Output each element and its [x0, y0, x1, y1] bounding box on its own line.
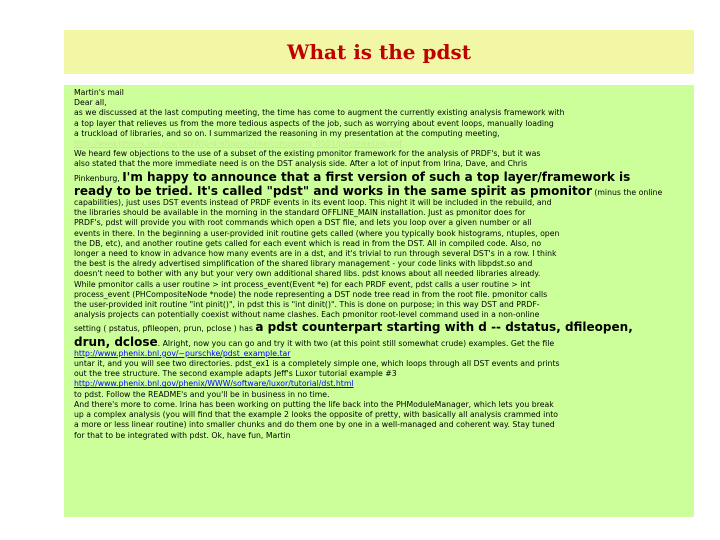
body-line [74, 335, 690, 349]
body-line: also stated that the more immediate need is on the DST analysis side. After a lot of input from Irina, Dave, and Chris [74, 159, 528, 169]
slide-title: What is the pdst [287, 40, 471, 64]
hyperlink[interactable]: http://www.phenix.bnl.gov/~purschke/pdst_example.tar [74, 348, 291, 358]
body-line: events in there. In the beginning a user-provided init routine gets called (where you typically book histograms, ntuples, open [74, 228, 560, 238]
body-line: capabilities), just uses DST events instead of PRDF events in its event loop. This night it will be included in the rebuild, and [74, 198, 552, 208]
link-line [74, 139, 690, 149]
body-line: longer a need to know in advance how many events are in a dst, and it's trivial to run through several DST's in a row. I think [74, 249, 557, 259]
body-line: a top layer that relieves us from the more tedious aspects of the job, such as worrying about event loops, manually loading [74, 118, 554, 128]
body-line: the libraries should be available in the morning in the standard OFFLINE_MAIN installation. Just as pmonitor does for [74, 208, 526, 218]
body-line: the user-provided init routine "int pinit()", in pdst this is "int dinit()". This is done on purpose; in this way DST and PRDF- [74, 300, 540, 310]
highlighted-text: drun, dclose [74, 334, 158, 349]
hyperlink[interactable]: http://www.phenix.bnl.gov/WWW/p/draft/purschke/computing_0501/pdstmeeting.ppt [74, 139, 403, 149]
body-line: While pmonitor calls a user routine > int process_event(Event *e) for each PRDF event, pdst calls a user routine > int [74, 279, 531, 289]
body-line: process_event (PHCompositeNode *node) the node representing a DST node tree read in from the root file. pmonitor calls [74, 289, 548, 299]
body-line [74, 184, 690, 198]
body-line [74, 170, 690, 184]
link-line [74, 379, 690, 389]
highlighted-text: ready to be tried. It's called "pdst" and works in the same spirit as pmonitor [74, 183, 592, 198]
body-line: PRDF's, pdst will provide you with root commands which open a DST file, and lets you loop over a given number or all [74, 218, 532, 228]
body-line: for that to be integrated with pdst. Ok, have fun, Martin [74, 430, 291, 440]
highlighted-text: a pdst counterpart starting with d -- dstatus, dfileopen, [255, 320, 633, 335]
body-line: We heard few objections to the use of a subset of the existing pmonitor framework for the analysis of PRDF's, but it was [74, 149, 541, 159]
body-line [74, 320, 690, 334]
body-line: out the tree structure. The second example adapts Jeff's Luxor tutorial example #3 [74, 369, 397, 379]
body-line: the DB, etc), and another routine gets called for each event which is read in from the DST. All in compiled code. Also, no [74, 238, 542, 248]
body-line: a truckload of libraries, and so on. I summarized the reasoning in my presentation at the computing meeting, [74, 128, 500, 138]
body-line: to pdst. Follow the README's and you'll be in business in no time. [74, 389, 330, 399]
highlighted-text: I'm happy to announce that a first version of such a top layer/framework is [122, 169, 631, 184]
body-line: untar it, and you will see two directories. pdst_ex1 is a completely simple one, which loops through all DST events and prints [74, 359, 560, 369]
body-line: the best is the alredy advertised simplification of the shared library management - your code links with libpdst.so and [74, 259, 533, 269]
body-line: analysis projects can potentially coexist without name clashes. Each pmonitor root-level command used in a non-online [74, 310, 540, 320]
body-line: Dear all, [74, 98, 107, 108]
body-text: (minus the online [591, 187, 663, 197]
body-line: up a complex analysis (you will find that the example 2 looks the opposite of pretty, with basically all analysis crammed into [74, 410, 559, 420]
body-text: setting ( pstatus, pfileopen, prun, pclose ) has [74, 324, 256, 334]
body-text: . Alright, now you can go and try it with two (at this point still somewhat crude) examples. Get the file [157, 338, 555, 348]
slide-title-bar [64, 30, 694, 74]
link-line [74, 349, 690, 359]
hyperlink[interactable]: http://www.phenix.bnl.gov/phenix/WWW/software/luxor/tutorial/dst.html [74, 379, 354, 389]
body-line: a more or less linear routine) into smaller chunks and do them one by one in a well-managed and coherent way. Stay tuned [74, 420, 555, 430]
body-line: Martin's mail [74, 88, 124, 97]
body-line: And there's more to come. Irina has been working on putting the life back into the PHModuleManager, which lets you break [74, 399, 554, 409]
body-line: doesn't need to bother with any but your very own additional shared libs. pdst knows about all needed libraries already. [74, 269, 541, 279]
body-text: Pinkenburg, [74, 173, 123, 183]
email-body [64, 85, 694, 517]
body-line: as we discussed at the last computing meeting, the time has come to augment the currently existing analysis framework with [74, 108, 565, 118]
